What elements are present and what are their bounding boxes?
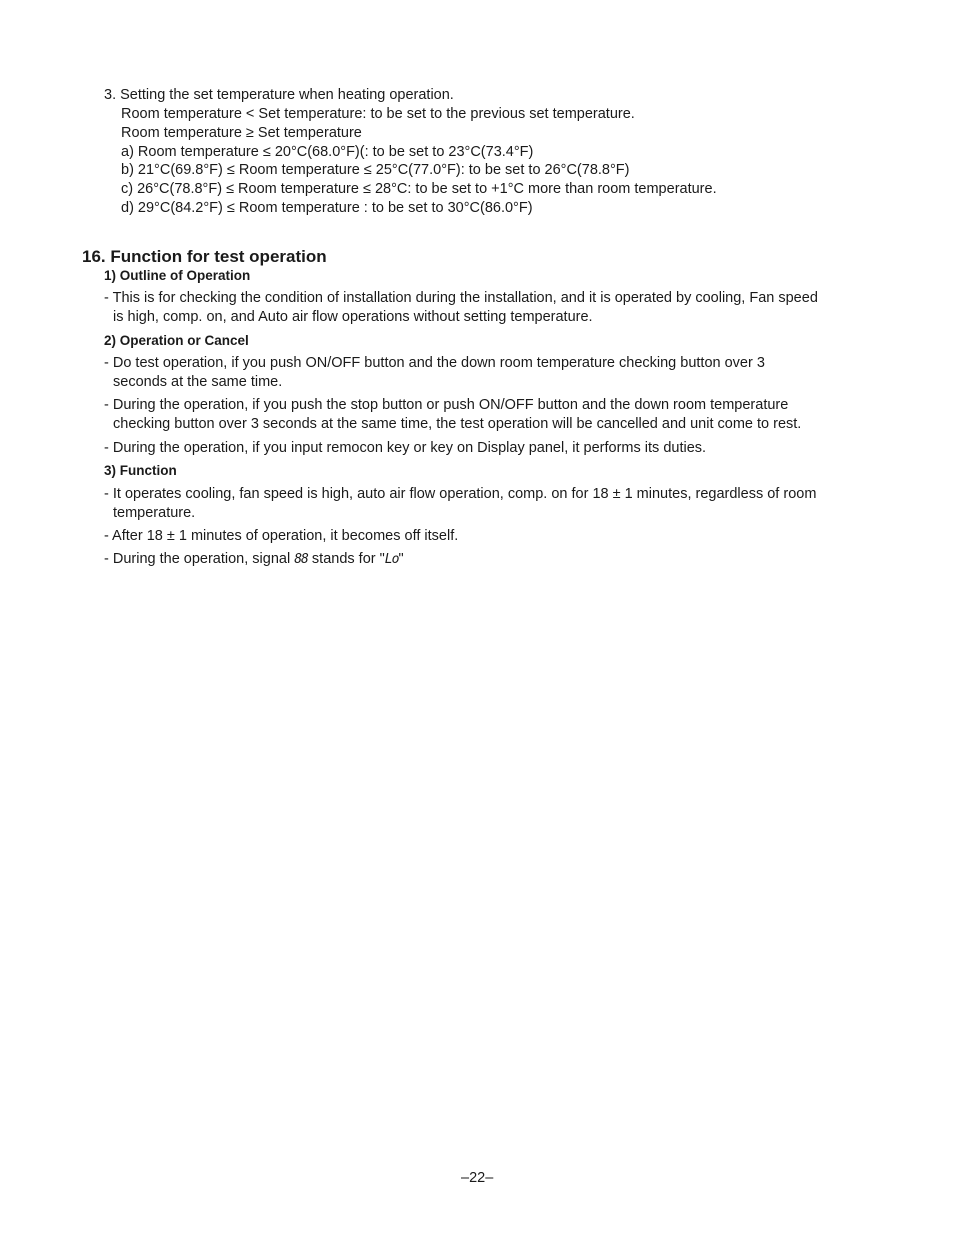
operation-item1-line1: - Do test operation, if you push ON/OFF button and the down room temperature checking button over 3 xyxy=(104,355,765,371)
outline-item-line1: - This is for checking the condition of installation during the installation, and it is operated by cooling, Fan speed xyxy=(104,290,818,306)
section3-item-a: a) Room temperature ≤ 20°C(68.0°F)(: to be set to 23°C(73.4°F) xyxy=(121,144,534,160)
section3-line2: Room temperature ≥ Set temperature xyxy=(121,125,362,141)
outline-title: 1) Outline of Operation xyxy=(104,268,251,283)
operation-title: 2) Operation or Cancel xyxy=(104,333,249,348)
operation-item2-line1: - During the operation, if you push the stop button or push ON/OFF button and the down room temperature xyxy=(104,397,789,413)
section16-heading: 16. Function for test operation xyxy=(82,247,327,266)
outline-item-line2: is high, comp. on, and Auto air flow operations without setting temperature. xyxy=(113,309,593,325)
function-title: 3) Function xyxy=(104,463,177,478)
page-number: –22– xyxy=(461,1170,494,1186)
operation-item3: - During the operation, if you input remocon key or key on Display panel, it performs its duties. xyxy=(104,440,707,456)
function-item3-prefix: - During the operation, signal xyxy=(104,551,295,567)
operation-item1-line2: seconds at the same time. xyxy=(113,374,283,390)
function-item3-suffix: " xyxy=(398,551,404,567)
code-display-glyph: Lo xyxy=(384,552,399,567)
section3-item-d: d) 29°C(84.2°F) ≤ Room temperature : to be set to 30°C(86.0°F) xyxy=(121,200,533,216)
section3-item-b: b) 21°C(69.8°F) ≤ Room temperature ≤ 25°C(77.0°F): to be set to 26°C(78.8°F) xyxy=(121,162,630,178)
function-item2: - After 18 ± 1 minutes of operation, it becomes off itself. xyxy=(104,528,459,544)
section3-title: 3. Setting the set temperature when heating operation. xyxy=(104,87,454,103)
function-item3-mid: stands for " xyxy=(307,551,385,567)
operation-item2-line2: checking button over 3 seconds at the same time, the test operation will be cancelled and unit come to rest. xyxy=(113,416,802,432)
function-item1-line1: - It operates cooling, fan speed is high, auto air flow operation, comp. on for 18 ± 1 minutes, regardless of room xyxy=(104,486,817,502)
section3-line1: Room temperature < Set temperature: to be set to the previous set temperature. xyxy=(121,106,635,122)
function-item3 xyxy=(104,550,404,569)
function-item1-line2: temperature. xyxy=(113,505,196,521)
section3-item-c: c) 26°C(78.8°F) ≤ Room temperature ≤ 28°C: to be set to +1°C more than room temperature. xyxy=(121,181,717,197)
signal-display-glyph: 88 xyxy=(294,552,308,567)
